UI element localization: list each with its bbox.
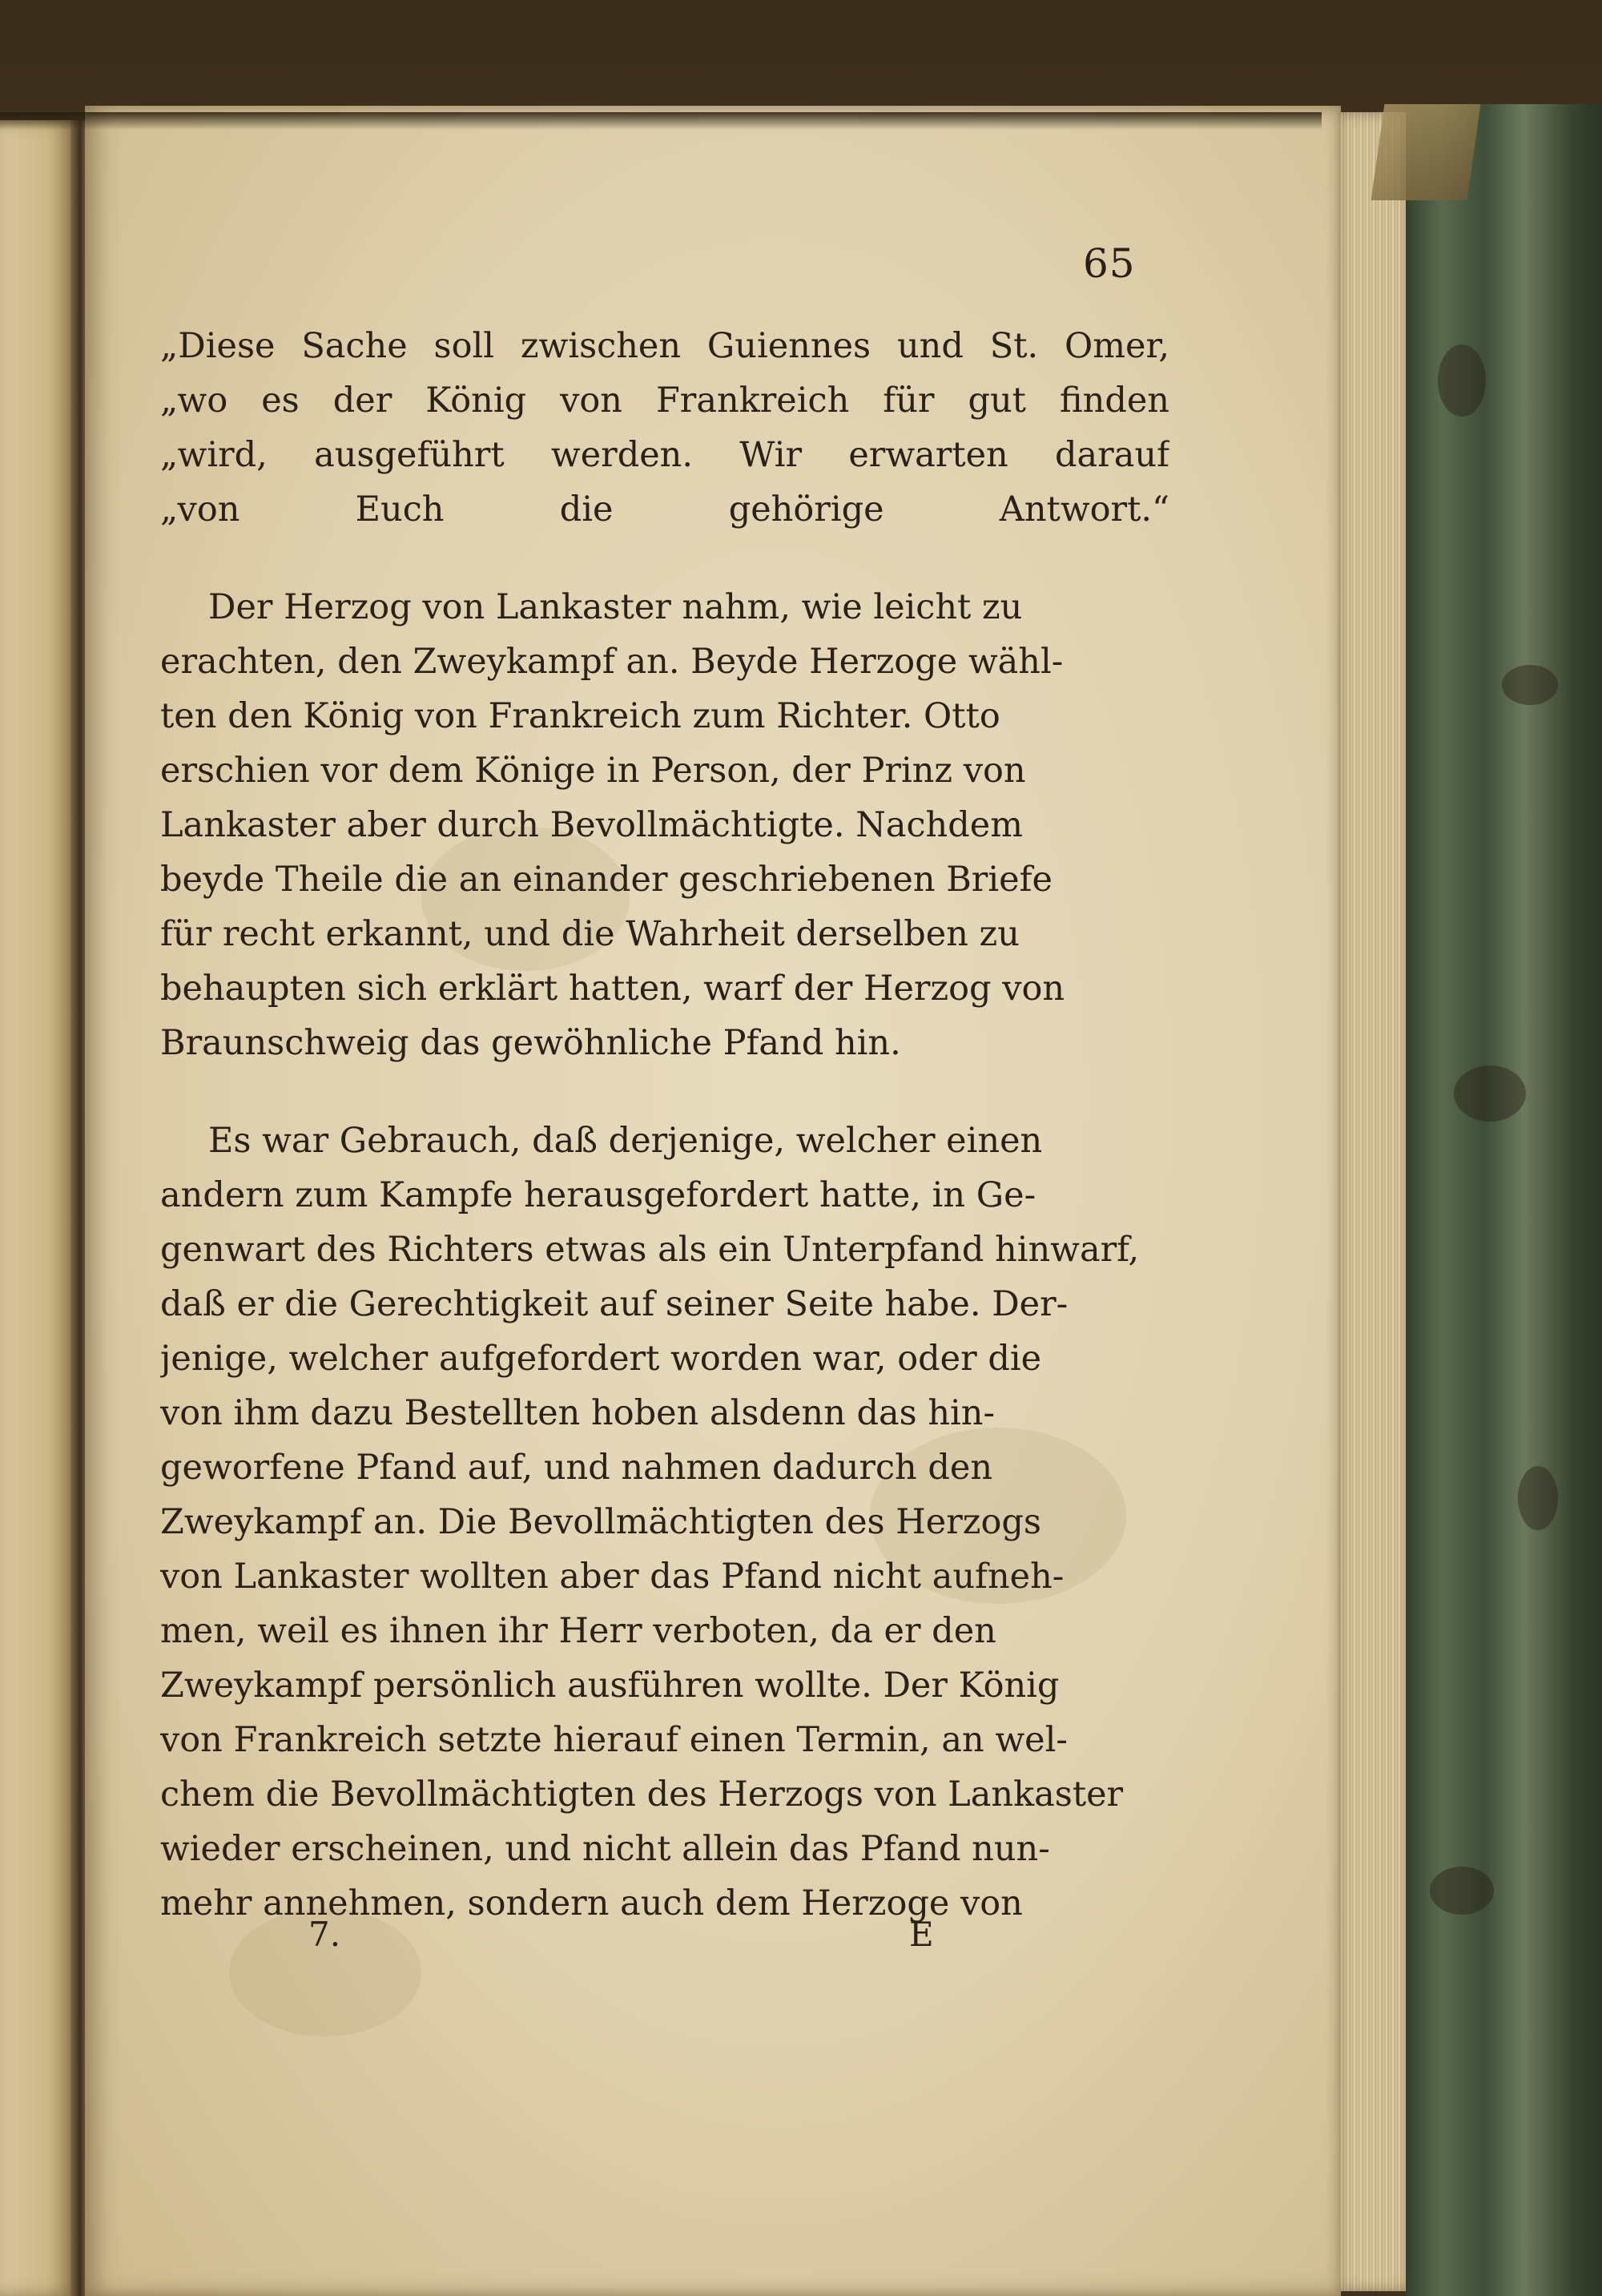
text-line: mehr annehmen, sondern auch dem Herzoge von	[160, 1883, 1023, 1923]
cover-marbling	[1454, 1065, 1526, 1122]
text-line: erachten, den Zweykampf an. Beyde Herzoge wähl-	[160, 642, 1064, 682]
cover-marbling	[1430, 1867, 1494, 1915]
text-line: behaupten sich erklärt hatten, warf der Herzog von	[160, 969, 1065, 1009]
text-line: „wo es der König von Frankreich für gut finden	[160, 381, 1169, 421]
paragraph-gap	[160, 1070, 1169, 1114]
cover-marbling	[1518, 1466, 1558, 1530]
text-line: Der Herzog von Lankaster nahm, wie leicht zu	[208, 587, 1023, 627]
text-line: von Frankreich setzte hierauf einen Termin, an wel-	[160, 1720, 1068, 1760]
text-line: „von Euch die gehörige Antwort.“	[160, 489, 1169, 530]
paragraph	[160, 580, 1169, 1070]
page-number: 65	[1083, 240, 1136, 287]
catchword: E	[909, 1915, 934, 1954]
marbled-cover	[1406, 104, 1602, 2296]
text-line: ten den König von Frankreich zum Richter. Otto	[160, 696, 1000, 736]
text-line: men, weil es ihnen ihr Herr verboten, da er den	[160, 1611, 996, 1651]
text-line: chem die Bevollmächtigten des Herzogs von Lankaster	[160, 1774, 1124, 1815]
paragraph	[160, 1114, 1169, 1931]
paragraph	[160, 319, 1169, 537]
left-page-edge	[0, 120, 76, 2296]
text-line: andern zum Kampfe herausgefordert hatte, in Ge-	[160, 1175, 1036, 1215]
paragraph-gap	[160, 537, 1169, 580]
signature-mark: 7.	[308, 1915, 341, 1954]
cover-corner	[1371, 104, 1481, 200]
text-line: wieder erscheinen, und nicht allein das Pfand nun-	[160, 1829, 1050, 1869]
text-line: genwart des Richters etwas als ein Unterpfand hinwarf,	[160, 1230, 1140, 1270]
text-line: Zweykampf persönlich ausführen wollte. Der König	[160, 1666, 1060, 1706]
cover-marbling	[1502, 665, 1558, 705]
text-line: „Diese Sache soll zwischen Guiennes und St. Omer,	[160, 326, 1169, 366]
text-line: jenige, welcher aufgefordert worden war, oder die	[160, 1339, 1042, 1379]
text-line: erschien vor dem Könige in Person, der Prinz von	[160, 751, 1026, 791]
text-line: Lankaster aber durch Bevollmächtigte. Nachdem	[160, 805, 1023, 845]
text-line: Braunschweig das gewöhnliche Pfand hin.	[160, 1023, 901, 1063]
text-line: beyde Theile die an einander geschriebenen Briefe	[160, 860, 1053, 900]
text-line: Zweykampf an. Die Bevollmächtigten des Herzogs	[160, 1502, 1041, 1542]
text-line: Es war Gebrauch, daß derjenige, welcher einen	[208, 1121, 1043, 1161]
page-block-edges	[1338, 112, 1411, 2291]
text-line: von ihm dazu Bestellten hoben alsdenn das hin-	[160, 1393, 996, 1433]
page-top-shadow	[0, 112, 1322, 130]
page-text	[160, 319, 1169, 1931]
text-line: von Lankaster wollten aber das Pfand nicht aufneh-	[160, 1557, 1065, 1597]
text-line: geworfene Pfand auf, und nahmen dadurch den	[160, 1448, 993, 1488]
text-line: „wird, ausgeführt werden. Wir erwarten darauf	[160, 435, 1169, 475]
text-line: daß er die Gerechtigkeit auf seiner Seite habe. Der-	[160, 1284, 1069, 1324]
text-line: für recht erkannt, und die Wahrheit derselben zu	[160, 914, 1020, 954]
cover-marbling	[1438, 344, 1486, 417]
